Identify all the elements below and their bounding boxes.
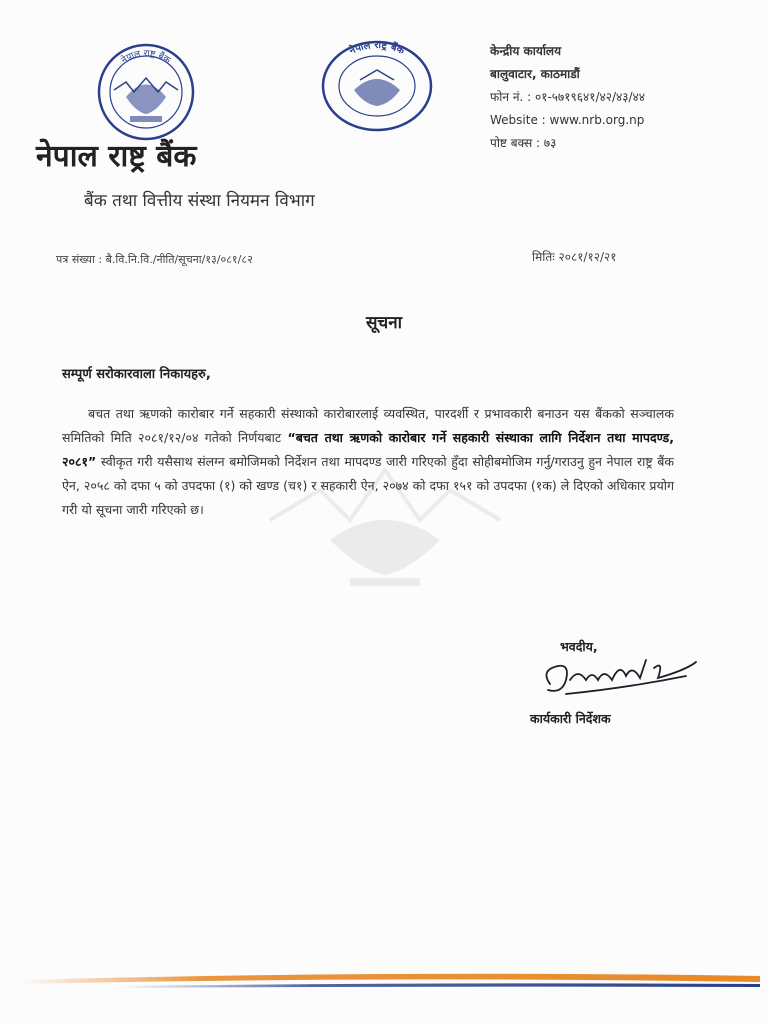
svg-text:नेपाल राष्ट्र बैंक xyxy=(119,49,173,67)
office-line-2: बालुवाटार, काठमाडौं xyxy=(490,67,580,81)
footer-decorative-band xyxy=(20,968,760,990)
logo-mid-text: नेपाल राष्ट्र बैंक xyxy=(347,40,407,57)
paragraph-text-start: बचत तथा ऋणको कारोबार गर्ने सहकारी संस्थाको कारोबारलाई व्यवस्थित, पारदर्शी र प्रभावकारी बनाउन यस बैंकको सञ्चालक समितिको मिति २०८१/१२/०४ गतेको निर्णयबाट xyxy=(62,406,674,445)
logo-left-text: नेपाल राष्ट्र बैंक xyxy=(119,48,172,67)
notice-body-paragraph xyxy=(62,402,674,522)
office-website: Website : www.nrb.org.np xyxy=(490,113,645,127)
notice-heading: सूचना xyxy=(365,313,403,333)
office-po-box: पोष्ट बक्स : ७३ xyxy=(490,136,557,150)
office-phone: फोन नं. : ०१-५७१९६४१/४२/४३/४४ xyxy=(490,90,646,104)
office-address-block xyxy=(490,40,645,155)
letter-date: मितिः २०८१/१२/२१ xyxy=(532,250,617,264)
directive-title: “बचत तथा ऋणको कारोबार गर्ने सहकारी संस्थाका लागि निर्देशन तथा मापदण्ड, २०८१” xyxy=(62,430,674,469)
nrb-round-seal xyxy=(320,40,434,132)
office-line-1: केन्द्रीय कार्यालय xyxy=(490,44,562,58)
paragraph-text-end: स्वीकृत गरी यसैसाथ संलग्न बमोजिमको निर्देशन तथा मापदण्ड जारी गरिएको हुँदा सोहीबमोजिम गर्नु/गराउनु हुन नेपाल राष्ट्र बैंक ऐन, २०५८ को दफा ५ को उपदफा (१) को खण्ड (च१) र सहकारी ऐन, २०७४ को दफा १५१ को उपदफा (१क) ले दिएको अधिकार प्रयोग गरी यो सूचना जारी गरिएको छ। xyxy=(62,454,674,517)
closing-phrase: भवदीय, xyxy=(560,639,598,654)
handwritten-signature xyxy=(536,640,706,702)
svg-text:नेपाल राष्ट्र बैंक xyxy=(346,40,407,57)
signatory-title: कार्यकारी निर्देशक xyxy=(530,711,611,726)
bank-name-heading: नेपाल राष्ट्र बैंक xyxy=(36,139,197,174)
nrb-emblem-logo xyxy=(96,42,196,142)
letter-reference-number: पत्र संख्या : बै.वि.नि.वि./नीति/सूचना/१३/०८१/८२ xyxy=(56,253,253,266)
department-name: बैंक तथा वित्तीय संस्था नियमन विभाग xyxy=(84,191,315,211)
salutation: सम्पूर्ण सरोकारवाला निकायहरु, xyxy=(62,367,211,382)
